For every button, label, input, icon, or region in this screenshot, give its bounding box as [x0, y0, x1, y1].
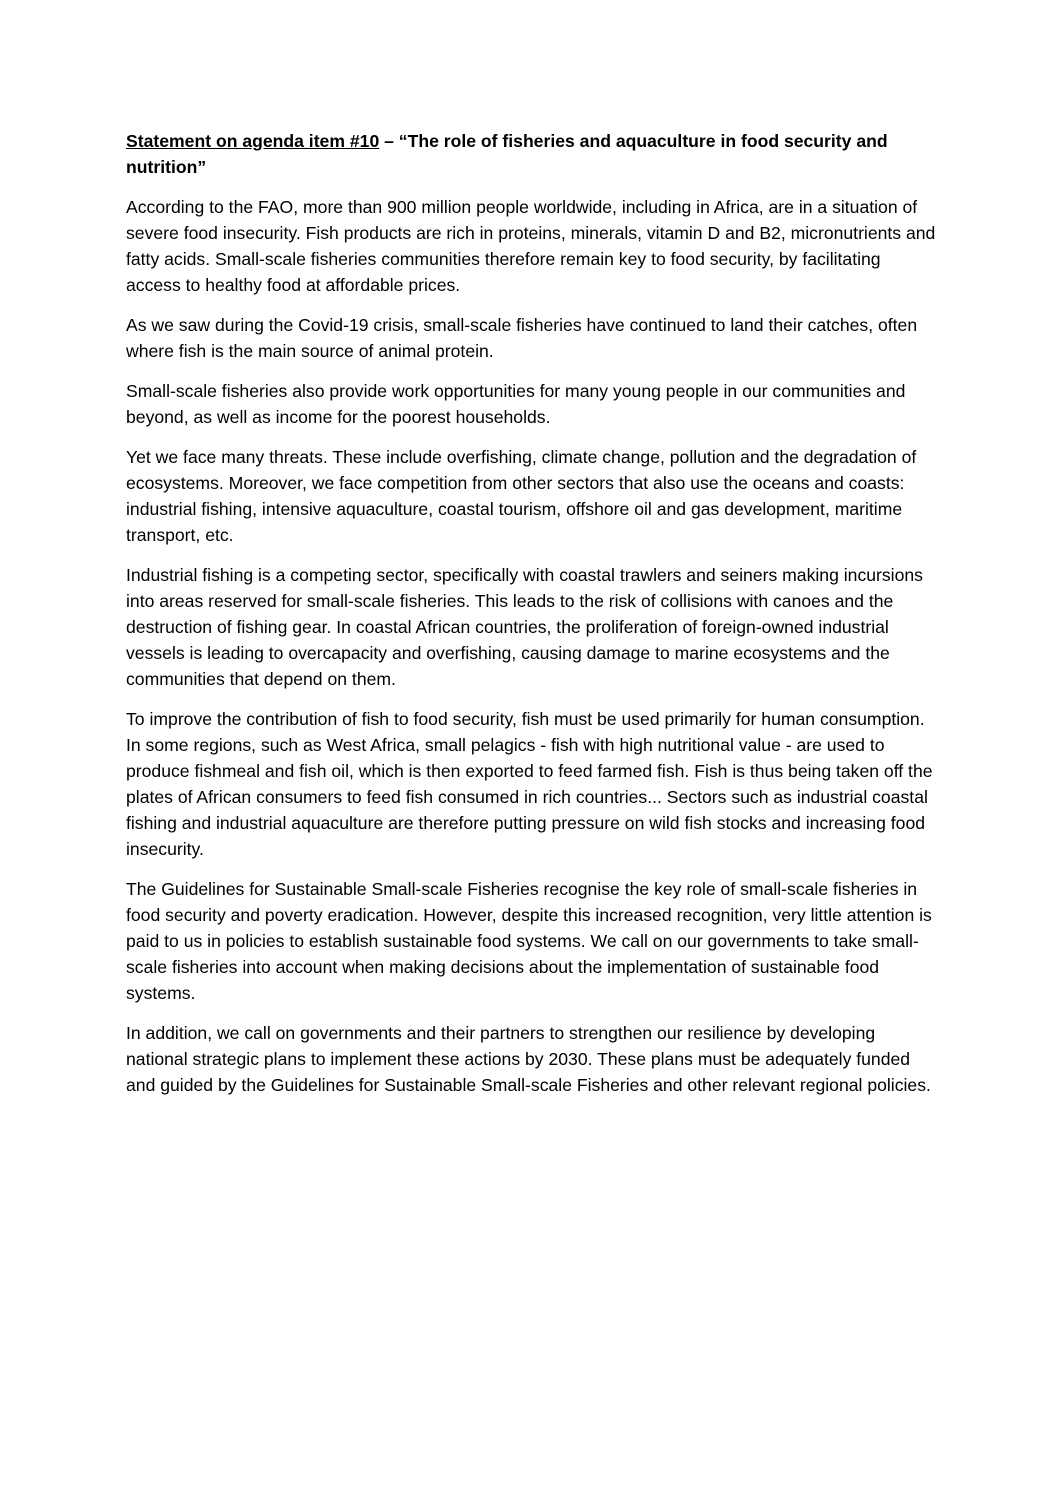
paragraph-industrial-fishing: Industrial fishing is a competing sector, specifically with coastal trawlers and seiners making incursions into areas reserved for small-scale fisheries. This leads to the risk of collisions with canoes and the destruction of fishing gear. In coastal African countries, the proliferation of foreign-owned industrial vessels is leading to overcapacity and overfishing, causing damage to marine ecosystems and the communities that depend on them.: [126, 565, 923, 689]
paragraph-threats: Yet we face many threats. These include overfishing, climate change, pollution and the degradation of ecosystems. Moreover, we face competition from other sectors that also use the oceans and coasts: industrial fishing, intensive aquaculture, coastal tourism, offshore oil and gas development, maritime transport, etc.: [126, 447, 917, 545]
paragraph-covid: As we saw during the Covid-19 crisis, small-scale fisheries have continued to land their catches, often where fish is the main source of animal protein.: [126, 315, 918, 361]
paragraph-work-opportunities: Small-scale fisheries also provide work opportunities for many young people in our communities and beyond, as well as income for the poorest households.: [126, 381, 906, 427]
document-page: [126, 128, 938, 1112]
paragraph-human-consumption: To improve the contribution of fish to food security, fish must be used primarily for human consumption. In some regions, such as West Africa, small pelagics - fish with high nutritional value - are used to produce fishmeal and fish oil, which is then exported to feed farmed fish. Fish is thus being taken off the plates of African consumers to feed fish consumed in rich countries... Sectors such as industrial coastal fishing and industrial aquaculture are therefore putting pressure on wild fish stocks and increasing food insecurity.: [126, 709, 933, 859]
paragraph-call-to-action: In addition, we call on governments and their partners to strengthen our resilience by developing national strategic plans to implement these actions by 2030. These plans must be adequately funded and guided by the Guidelines for Sustainable Small-scale Fisheries and other relevant regional policies.: [126, 1023, 931, 1095]
paragraph-food-insecurity: According to the FAO, more than 900 million people worldwide, including in Africa, are in a situation of severe food insecurity. Fish products are rich in proteins, minerals, vitamin D and B2, micronutrients and fatty acids. Small-scale fisheries communities therefore remain key to food security, by facilitating access to healthy food at affordable prices.: [126, 197, 936, 295]
statement-title: [126, 128, 938, 180]
paragraph-guidelines: The Guidelines for Sustainable Small-scale Fisheries recognise the key role of small-scale fisheries in food security and poverty eradication. However, despite this increased recognition, very little attention is paid to us in policies to establish sustainable food systems. We call on our governments to take small-scale fisheries into account when making decisions about the implementation of sustainable food systems.: [126, 879, 932, 1003]
agenda-item-label: Statement on agenda item #10: [126, 131, 380, 151]
agenda-item-topic: – “The role of fisheries and aquaculture in food security and nutrition”: [126, 131, 888, 177]
